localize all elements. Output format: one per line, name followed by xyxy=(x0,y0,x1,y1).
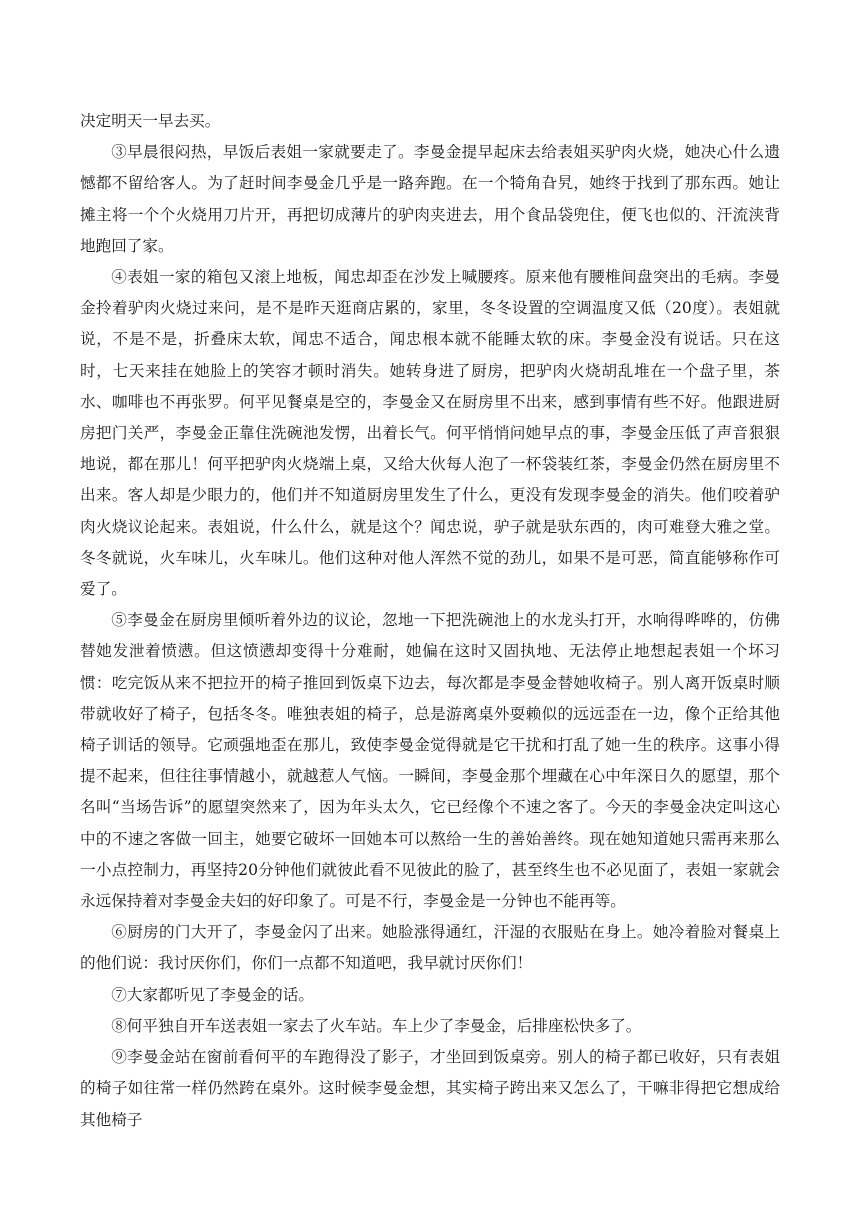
paragraph-9: ⑨李曼金站在窗前看何平的车跑得没了影子，才坐回到饭桌旁。别人的椅子都已收好，只有表姐的椅子如往常一样仍然跨在桌外。这时候李曼金想，其实椅子跨出来又怎么了，干嘛非得把它想成给其他椅子 xyxy=(80,1048,780,1129)
paragraph-5: ⑤李曼金在厨房里倾听着外边的议论，忽地一下把洗碗池上的水龙头打开，水响得哗哗的，仿佛替她发泄着愤懑。但这愤懑却变得十分难耐，她偏在这时又固执地、无法停止地想起表姐一个坏习惯：吃完饭从来不把拉开的椅子推回到饭桌下边去，每次都是李曼金替她收椅子。别人离开饭桌时顺带就收好了椅子，包括冬冬。唯独表姐的椅子，总是游离桌外耍赖似的远远歪在一边，像个正给其他椅子训话的领导。它顽强地歪在那儿，致使李曼金觉得就是它干扰和打乱了她一生的秩序。这事小得提不起来，但往往事情越小，就越惹人气恼。一瞬间，李曼金那个埋藏在心中年深日久的愿望，那个名叫“当场告诉”的愿望突然来了，因为年头太久，它已经像个不速之客了。今天的李曼金决定叫这心中的不速之客做一回主，她要它破坏一回她本可以熬给一生的善始善终。现在她知道她只需再来那么一小点控制力，再坚持20分钟他们就彼此看不见彼此的脸了，甚至终生也不必见面了，表姐一家就会永远保持着对李曼金夫妇的好印象了。可是不行，李曼金是一分钟也不能再等。 xyxy=(80,611,780,911)
paragraph-continuation: 决定明天一早去买。 xyxy=(80,112,221,130)
paragraph-8: ⑧何平独自开车送表姐一家去了火车站。车上少了李曼金，后排座松快多了。 xyxy=(111,1016,642,1035)
paragraph-7: ⑦大家都听见了李曼金的话。 xyxy=(111,985,314,1004)
paragraph-6: ⑥厨房的门大开了，李曼金闪了出来。她脸涨得通红，汗湿的衣服贴在身上。她冷着脸对餐桌上的他们说：我讨厌你们，你们一点都不知道吧，我早就讨厌你们！ xyxy=(80,923,780,973)
paragraph-4: ④表姐一家的箱包又滚上地板，闻忠却歪在沙发上喊腰疼。原来他有腰椎间盘突出的毛病。李曼金拎着驴肉火烧过来问，是不是昨天逛商店累的，家里，冬冬设置的空调温度又低（20度）。表姐就说，不是不是，折叠床太软，闻忠不适合，闻忠根本就不能睡太软的床。李曼金没有说话。只在这时，七天来挂在她脸上的笑容才顿时消失。她转身进了厨房，把驴肉火烧胡乱堆在一个盘子里，茶水、咖啡也不再张罗。何平见餐桌是空的，李曼金又在厨房里不出来，感到事情有些不好。他跟进厨房把门关严，李曼金正靠住洗碗池发愣，出着长气。何平悄悄问她早点的事，李曼金压低了声音狠狠地说，都在那儿！何平把驴肉火烧端上桌，又给大伙每人泡了一杯袋装红茶，李曼金仍然在厨房里不出来。客人却是少眼力的，他们并不知道厨房里发生了什么，更没有发现李曼金的消失。他们咬着驴肉火烧议论起来。表姐说，什么什么，就是这个？闻忠说，驴子就是驮东西的，肉可难登大雅之堂。冬冬就说，火车味儿，火车味儿。他们这种对他人浑然不觉的劲儿，如果不是可恶，简直能够称作可爱了。 xyxy=(80,268,780,599)
paragraph-3: ③早晨很闷热，早饭后表姐一家就要走了。李曼金提早起床去给表姐买驴肉火烧，她决心什么遗憾都不留给客人。为了赶时间李曼金几乎是一路奔跑。在一个犄角旮旯，她终于找到了那东西。她让摊主将一个个火烧用刀片开，再把切成薄片的驴肉夹进去，用个食品袋兜住，便飞也似的、汗流浃背地跑回了家。 xyxy=(80,143,780,255)
document-body xyxy=(80,106,780,1136)
